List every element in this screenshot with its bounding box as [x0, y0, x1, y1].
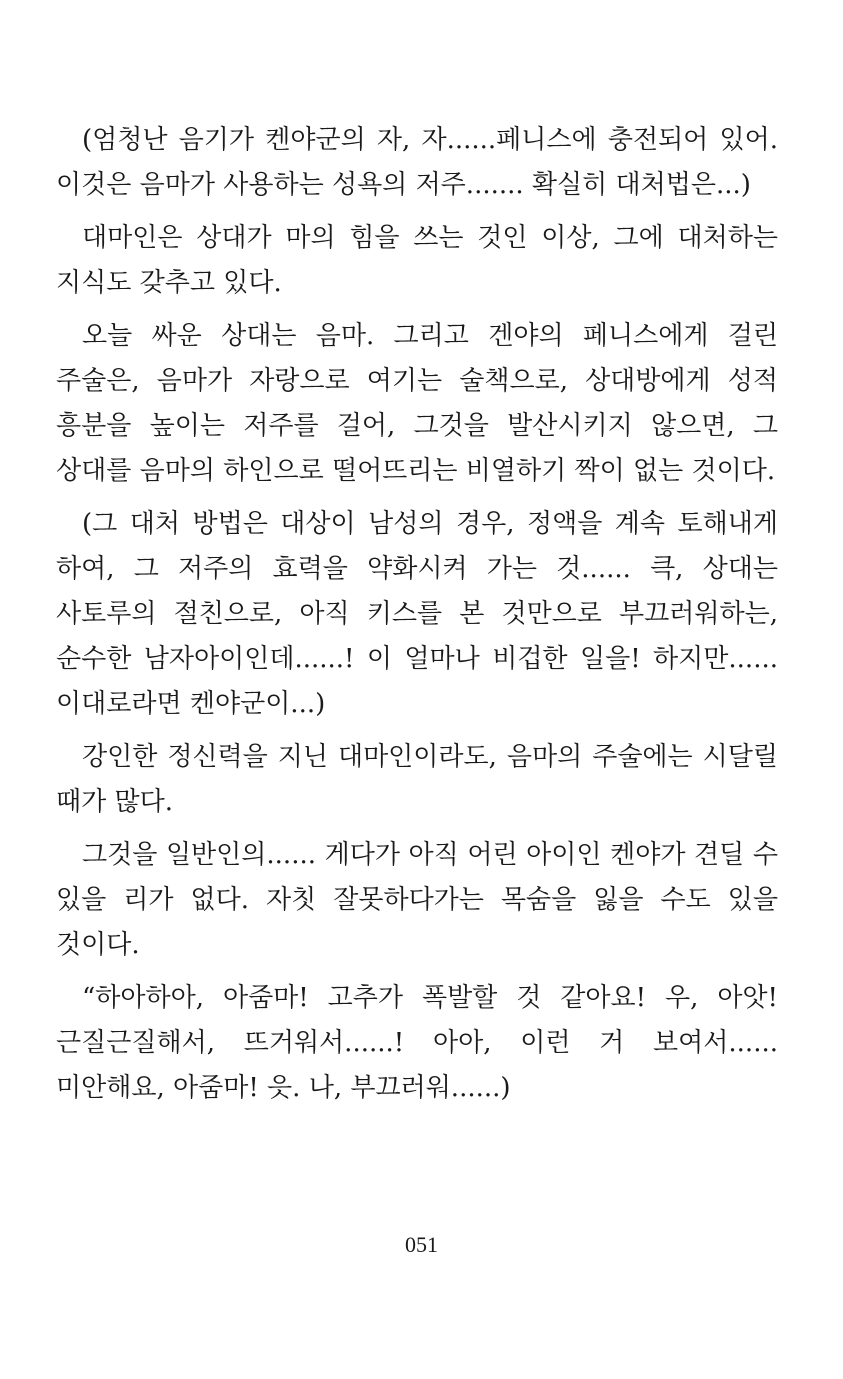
paragraph-6: 그것을 일반인의...... 게다가 아직 어린 아이인 켄야가 견딜 수 있을 리가 없다. 자칫 잘못하다가는 목숨을 잃을 수도 있을 것이다. [56, 840, 778, 960]
paragraph-1: (엄청난 음기가 켄야군의 자, 자......페니스에 충전되어 있어. 이것은 음마가 사용하는 성욕의 저주....... 확실히 대처법은...) [56, 125, 778, 200]
paragraph-2: 대마인은 상대가 마의 힘을 쓰는 것인 이상, 그에 대처하는 지식도 갖추고 있다. [56, 223, 778, 298]
paragraph-5: 강인한 정신력을 지닌 대마인이라도, 음마의 주술에는 시달릴 때가 많다. [56, 742, 778, 817]
body-text [56, 118, 778, 1119]
paragraph-7: “하아하아, 아줌마! 고추가 폭발할 것 같아요! 우, 아앗! 근질근질해서, 뜨거워서......! 아아, 이런 거 보여서...... 미안해요, 아줌마! 읏. 나, 부끄러워......) [56, 983, 778, 1103]
paragraph-3: 오늘 싸운 상대는 음마. 그리고 겐야의 페니스에게 걸린 주술은, 음마가 자랑으로 여기는 술책으로, 상대방에게 성적 흥분을 높이는 저주를 걸어, 그것을 발산시키지 않으면, 그 상대를 음마의 하인으로 떨어뜨리는 비열하기 짝이 없는 것이다. [56, 321, 778, 486]
page-number: 051 [405, 1232, 438, 1257]
paragraph-4: (그 대처 방법은 대상이 남성의 경우, 정액을 계속 토해내게 하여, 그 저주의 효력을 약화시켜 가는 것...... 큭, 상대는 사토루의 절친으로, 아직 키스를 본 것만으로 부끄러워하는, 순수한 남자아이인데......! 이 얼마나 비겁한 일을! 하지만...... 이대로라면 켄야군이...) [56, 509, 778, 719]
